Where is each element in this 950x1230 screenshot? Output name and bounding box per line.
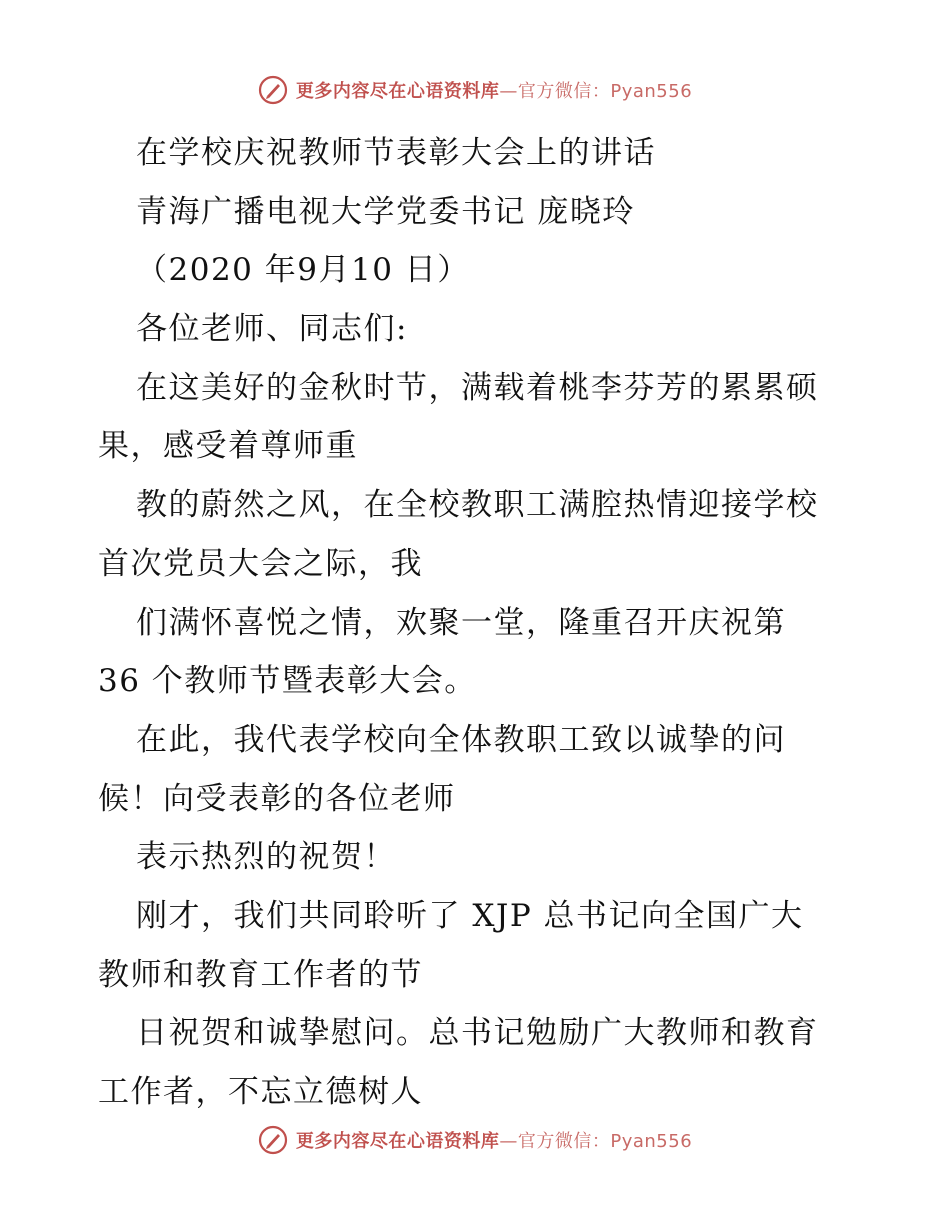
paragraph-line: 教的蔚然之风，在全校教职工满腔热情迎接学校 — [136, 487, 819, 524]
paragraph-line: 36 个教师节暨表彰大会。 — [98, 663, 477, 700]
watermark-banner-bottom — [0, 1120, 950, 1160]
paragraph-line: 们满怀喜悦之情，欢聚一堂，隆重召开庆祝第 — [136, 604, 786, 641]
paragraph-line: 教师和教育工作者的节 — [98, 956, 423, 993]
paragraph-line: 果，感受着尊师重 — [98, 428, 358, 465]
watermark-text: 更多内容尽在心语资料库—官方微信：Pyan556 — [295, 1131, 693, 1152]
quill-pen-circle-icon — [258, 75, 288, 105]
speech-title: 在学校庆祝教师节表彰大会上的讲话 — [136, 135, 656, 171]
paragraph-line: 工作者，不忘立德树人 — [98, 1074, 423, 1110]
paragraph-line: 在此，我代表学校向全体教职工致以诚挚的问 — [136, 721, 786, 758]
document-body — [98, 124, 858, 1122]
watermark-text: 更多内容尽在心语资料库—官方微信：Pyan556 — [295, 81, 693, 102]
paragraph-line: 日祝贺和诚挚慰问。总书记勉励广大教师和教育 — [136, 1015, 819, 1052]
salutation: 各位老师、同志们: — [136, 311, 408, 348]
paragraph-line: 表示热烈的祝贺！ — [136, 839, 396, 876]
paragraph-line: 首次党员大会之际，我 — [98, 545, 423, 582]
watermark-banner-top — [0, 70, 950, 110]
speaker-line: 青海广播电视大学党委书记 庞晓玲 — [136, 193, 635, 230]
date-line: （2020 年9月10 日） — [136, 252, 470, 289]
quill-pen-circle-icon — [258, 1125, 288, 1155]
paragraph-line: 在这美好的金秋时节，满载着桃李芬芳的累累硕 — [136, 369, 819, 406]
paragraph-line: 候！向受表彰的各位老师 — [98, 780, 456, 817]
paragraph-line: 刚才，我们共同聆听了 XJP 总书记向全国广大 — [136, 897, 804, 934]
